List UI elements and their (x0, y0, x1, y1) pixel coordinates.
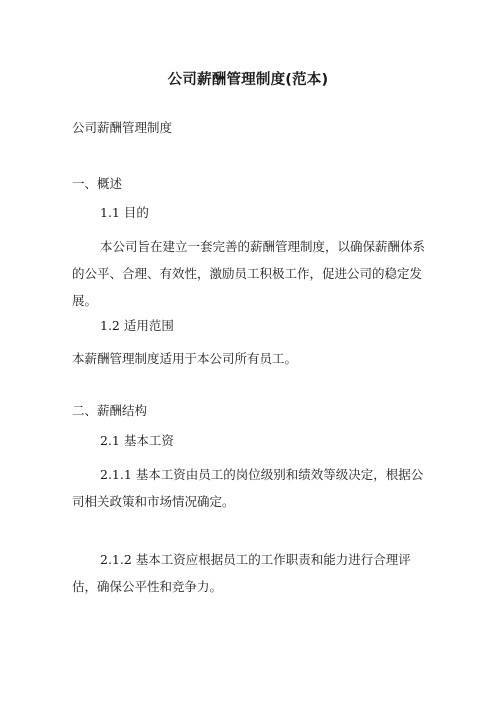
subsection-heading-purpose: 1.1 目的 (100, 205, 149, 220)
document-subtitle: 公司薪酬管理制度 (72, 120, 173, 135)
paragraph-purpose: 本公司旨在建立一套完善的薪酬管理制度，以确保薪酬体系的公平、合理、有效性，激励员工积极工作，促进公司的稳定发展。 (72, 239, 426, 308)
subsection-heading-scope: 1.2 适用范围 (100, 318, 174, 333)
document-title: 公司薪酬管理制度(范本) (167, 72, 329, 88)
section-heading-overview: 一、概述 (72, 176, 123, 191)
subsection-heading-base-salary: 2.1 基本工资 (100, 433, 174, 448)
section-heading-salary-structure: 二、薪酬结构 (72, 403, 148, 418)
paragraph-scope: 本薪酬管理制度适用于本公司所有员工。 (72, 351, 298, 366)
paragraph-base-salary-2: 2.1.2 基本工资应根据员工的工作职责和能力进行合理评估，确保公平性和竞争力。 (72, 552, 411, 594)
paragraph-base-salary-1: 2.1.1 基本工资由员工的岗位级别和绩效等级决定，根据公司相关政策和市场情况确定。 (72, 467, 424, 509)
